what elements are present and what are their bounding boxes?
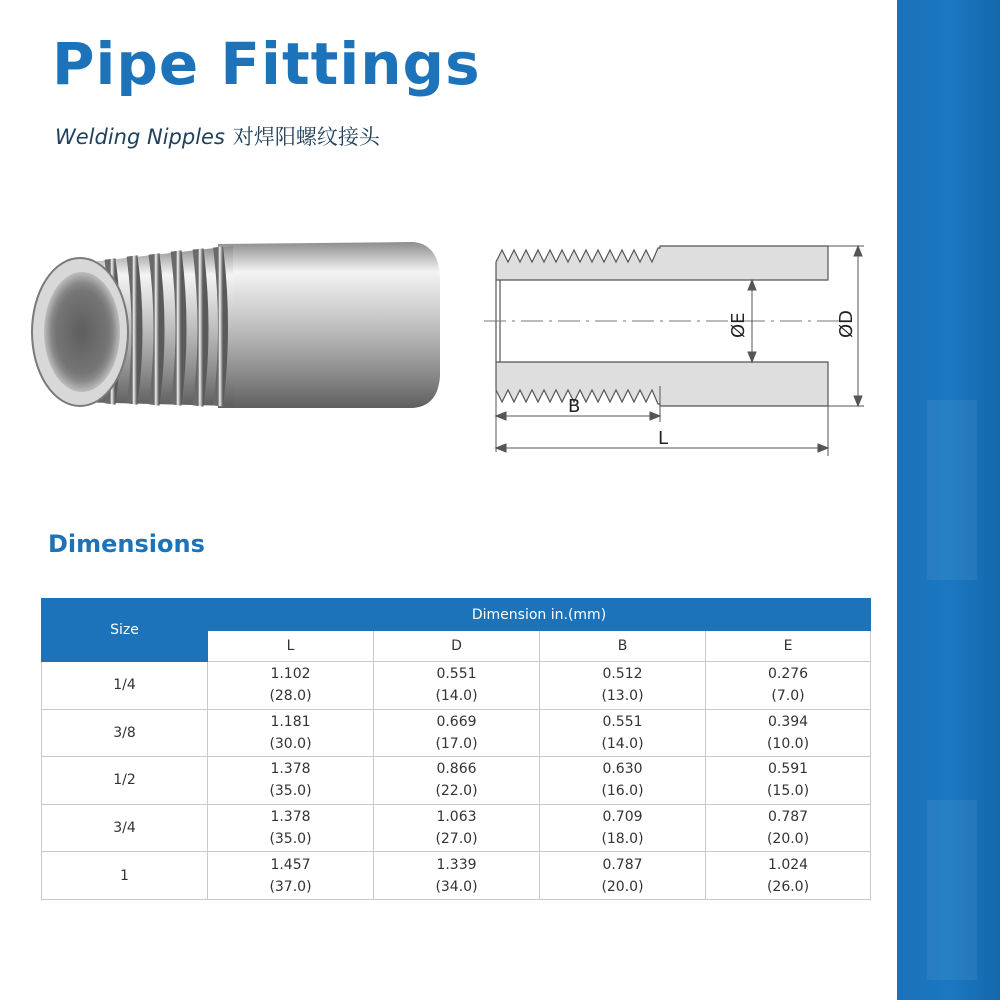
size-header: Size: [42, 599, 208, 662]
dimension-cell: [540, 804, 706, 852]
value-mm: (22.0): [435, 783, 478, 800]
subtitle-english: Welding Nipples: [55, 125, 225, 149]
dimension-cell: [706, 852, 871, 900]
value-inch: 1.024: [767, 856, 809, 873]
dimension-cell: [374, 804, 540, 852]
value-mm: (30.0): [269, 735, 312, 752]
table-row: [42, 709, 871, 757]
table-row: [42, 662, 871, 710]
drawing-label-b: B: [568, 396, 581, 417]
value-inch: 0.394: [767, 713, 809, 730]
value-mm: (18.0): [601, 831, 644, 848]
table-row: [42, 757, 871, 805]
technical-drawing: [482, 236, 882, 456]
side-decoration-bar: [897, 0, 1000, 1000]
size-cell: 1: [42, 852, 208, 900]
dimension-cell: [706, 757, 871, 805]
value-mm: (15.0): [766, 783, 810, 800]
value-mm: (20.0): [766, 831, 810, 848]
dimension-cell: [208, 757, 374, 805]
dimension-cell: [208, 709, 374, 757]
value-inch: 1.181: [270, 713, 311, 730]
dimension-cell: [706, 662, 871, 710]
dimension-cell: [208, 662, 374, 710]
value-inch: 0.787: [767, 809, 809, 826]
value-inch: 0.630: [602, 761, 643, 778]
value-mm: (17.0): [435, 735, 478, 752]
page-subtitle: [55, 121, 380, 151]
side-panel: [927, 400, 977, 580]
size-cell: 3/8: [42, 709, 208, 757]
drawing-label-d: ØD: [836, 309, 857, 338]
value-inch: 1.063: [436, 809, 477, 826]
value-inch: 1.102: [270, 666, 311, 683]
value-inch: 0.866: [436, 761, 477, 778]
value-inch: 1.339: [436, 856, 477, 873]
value-mm: (14.0): [601, 735, 644, 752]
side-panel: [927, 800, 977, 980]
value-mm: (7.0): [771, 688, 805, 705]
value-mm: (16.0): [601, 783, 644, 800]
value-inch: 0.551: [602, 713, 643, 730]
value-mm: (35.0): [269, 831, 312, 848]
value-mm: (20.0): [601, 878, 644, 895]
table-row: [42, 852, 871, 900]
value-inch: 0.591: [767, 761, 809, 778]
dimension-cell: [374, 757, 540, 805]
value-mm: (37.0): [269, 878, 312, 895]
dimension-cell: [208, 804, 374, 852]
dimension-cell: [208, 852, 374, 900]
value-mm: (35.0): [269, 783, 312, 800]
drawing-label-l: L: [658, 428, 669, 449]
size-cell: 1/2: [42, 757, 208, 805]
value-inch: 0.669: [436, 713, 477, 730]
column-header: D: [374, 631, 540, 662]
dimension-cell: [374, 662, 540, 710]
value-inch: 0.512: [602, 666, 643, 683]
dimension-cell: [540, 662, 706, 710]
dimension-cell: [706, 804, 871, 852]
column-header: L: [208, 631, 374, 662]
value-mm: (13.0): [601, 688, 644, 705]
subtitle-chinese: 对焊阳螺纹接头: [232, 125, 380, 149]
dimension-cell: [540, 757, 706, 805]
value-inch: 1.378: [270, 761, 311, 778]
dimension-cell: [706, 709, 871, 757]
value-inch: 0.276: [767, 666, 809, 683]
dimension-cell: [540, 709, 706, 757]
dimensions-table: [41, 598, 871, 900]
value-mm: (14.0): [435, 688, 478, 705]
value-mm: (34.0): [435, 878, 478, 895]
dimension-group-header: Dimension in.(mm): [208, 599, 871, 631]
product-photo: [18, 236, 448, 416]
value-mm: (26.0): [766, 878, 810, 895]
dimension-cell: [374, 852, 540, 900]
value-inch: 0.551: [436, 666, 477, 683]
page-title: Pipe Fittings: [52, 30, 481, 98]
value-inch: 1.457: [270, 856, 311, 873]
value-inch: 1.378: [270, 809, 311, 826]
value-mm: (10.0): [766, 735, 810, 752]
value-mm: (27.0): [435, 831, 478, 848]
column-header: B: [540, 631, 706, 662]
column-header: E: [706, 631, 871, 662]
dimension-cell: [374, 709, 540, 757]
dimension-cell: [540, 852, 706, 900]
value-inch: 0.709: [602, 809, 643, 826]
value-mm: (28.0): [269, 688, 312, 705]
section-title: Dimensions: [48, 530, 205, 558]
value-inch: 0.787: [602, 856, 643, 873]
size-cell: 3/4: [42, 804, 208, 852]
size-cell: 1/4: [42, 662, 208, 710]
table-row: [42, 804, 871, 852]
drawing-label-e: ØE: [728, 312, 749, 338]
